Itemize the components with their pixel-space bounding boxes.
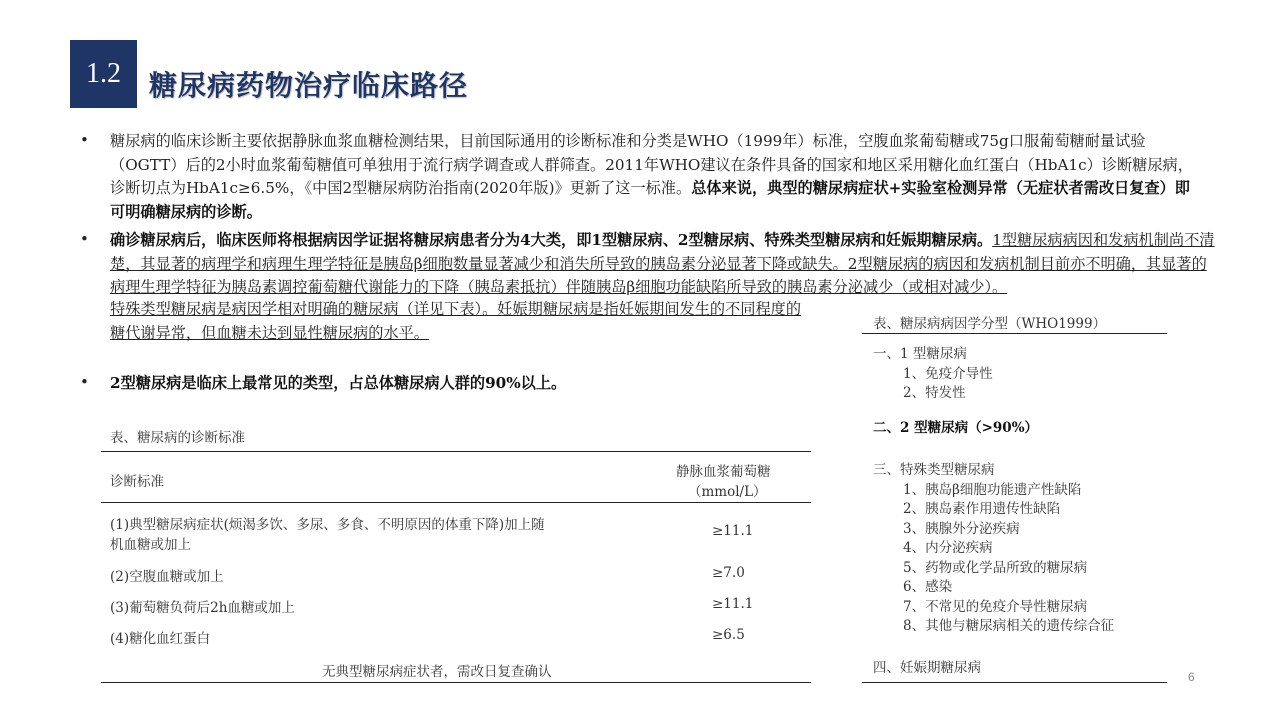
bullet-1-bold: 总体来说，典型的糖尿病症状+实验室检测异常（无症状者需改日复查）即可明确糖尿病的诊断。 [110, 179, 1190, 221]
etio-table-bottom-rule [862, 682, 1167, 683]
list-item: 7、不常见的免疫介导性糖尿病 [903, 598, 1088, 615]
list-item: 4、内分泌疾病 [903, 540, 993, 556]
diag-table-top-rule [101, 451, 811, 452]
etio-group-4: 四、妊娠期糖尿病 [873, 660, 981, 676]
bullet-2-type1: 1型糖尿病病因和发病机制尚不清楚，其显著的病理学和病理生理学特征是胰岛β细胞数量显著减少和消失所导致的胰岛素分泌显著下降或缺失。 [110, 231, 1215, 273]
list-item: 1、胰岛β细胞功能遗产性缺陷 [903, 481, 1082, 498]
list-item: 2、胰岛素作用遗传性缺陷 [903, 501, 1061, 517]
table-row: (1)典型糖尿病症状(烦渴多饮、多尿、多食、不明原因的体重下降)加上随 [110, 517, 545, 533]
table-row: (2)空腹血糖或加上 [110, 569, 224, 585]
table-row-cont: 机血糖或加上 [110, 537, 191, 553]
diag-table-col2-header-2: （mmol/L） [688, 484, 767, 500]
list-item: 1、免疫介导性 [903, 365, 993, 382]
bullet-3-paragraph [110, 372, 810, 396]
page-number: 6 [1188, 670, 1195, 684]
diag-table-col1-header: 诊断标准 [110, 474, 164, 490]
bullet-2-paragraph [110, 229, 1215, 299]
etio-group-3 [873, 461, 1173, 637]
list-item: 8、其他与糖尿病相关的遗传综合征 [903, 618, 1115, 634]
list-item: 5、药物或化学品所致的糖尿病 [903, 559, 1088, 576]
diag-table-bottom-rule [101, 682, 811, 683]
etio-group-1-title: 一、1 型糖尿病 [873, 346, 967, 362]
diag-table-footnote: 无典型糖尿病症状者，需改日复查确认 [322, 664, 552, 680]
section-number-box [70, 40, 137, 108]
table-row-value: ≥6.5 [712, 627, 745, 643]
diag-table-caption: 表、糖尿病的诊断标准 [110, 430, 245, 446]
bullet-1-paragraph [110, 130, 1202, 224]
table-row-value: ≥11.1 [712, 523, 754, 539]
bullet-dot: • [80, 373, 89, 391]
bullet-2-special: 特殊类型糖尿病是病因学相对明确的糖尿病（详见下表）。妊娠期糖尿病是指妊娠期间发生的不同程度的糖代谢异常，但血糖未达到显性糖尿病的水平。 [110, 300, 802, 342]
page-title: 糖尿病药物治疗临床路径 [149, 69, 469, 102]
table-row-value: ≥7.0 [712, 565, 745, 581]
table-row-value: ≥11.1 [712, 596, 754, 612]
bullet-2-tail [110, 298, 812, 345]
list-item: 3、胰腺外分泌疾病 [903, 520, 1020, 537]
bullet-dot: • [80, 131, 89, 149]
list-item: 6、感染 [903, 579, 953, 595]
list-item: 2、特发性 [903, 385, 966, 401]
bullet-3-bold: 2型糖尿病是临床上最常见的类型，占总体糖尿病人群的90%以上。 [110, 374, 567, 392]
diag-table-header-rule [101, 502, 811, 503]
table-row: (4)糖化血红蛋白 [110, 631, 211, 647]
bullet-1-text: 糖尿病的临床诊断主要依据静脉血浆血糖检测结果，目前国际通用的诊断标准和分类是WHO（1999年）标准，空腹血浆葡萄糖或75g口服葡萄糖耐量试验（OGTT）后的2小时血浆葡萄糖值可单独用于流行病学调查或人群筛查。2011年WHO建议在条件具备的国家和地区采用糖化血红蛋白（HbA1c）诊断糖尿病，诊断切点为HbA1c≥6.5%，《中国2型糖尿病防治指南(2020年版)》更新了这一标准。 [110, 132, 1193, 197]
section-number: 1.2 [86, 58, 121, 89]
diag-table-col2-header-1: 静脉血浆葡萄糖 [676, 464, 771, 480]
etio-table-caption: 表、糖尿病病因学分型（WHO1999） [873, 316, 1107, 332]
etio-table-top-rule [862, 333, 1167, 334]
bullet-dot: • [80, 230, 89, 248]
bullet-2-bold: 确诊糖尿病后，临床医师将根据病因学证据将糖尿病患者分为4大类，即1型糖尿病、2型糖尿病、特殊类型糖尿病和妊娠期糖尿病。 [110, 231, 993, 249]
etio-group-3-title: 三、特殊类型糖尿病 [873, 462, 995, 478]
etio-group-2: 二、2 型糖尿病（>90%） [873, 420, 1039, 436]
bullet-2-type2: 2型糖尿病的病因和发病机制目前亦不明确，其显著的病理生理学特征为胰岛素调控葡萄糖代谢能力的下降（胰岛素抵抗）伴随胰岛β细胞功能缺陷所导致的胰岛素分泌减少（或相对减少）。 [110, 254, 1207, 296]
table-row: (3)葡萄糖负荷后2h血糖或加上 [110, 600, 295, 616]
etio-group-1 [873, 345, 1173, 404]
